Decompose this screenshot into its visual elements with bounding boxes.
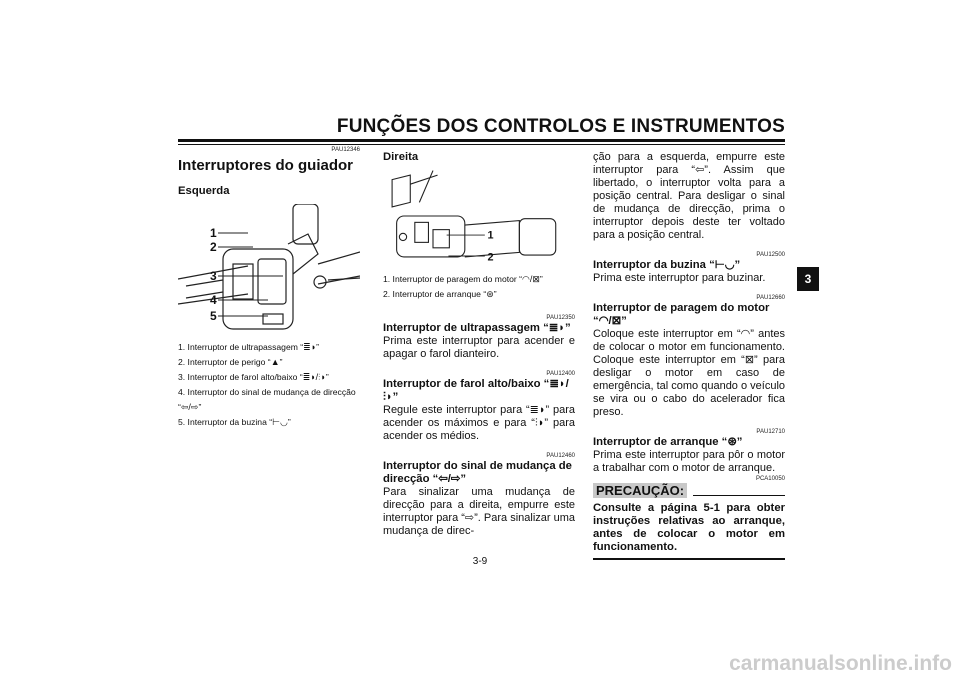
subheading-right: Direita xyxy=(383,151,419,163)
legend-item: 5. Interruptor da buzina “⊢◡” xyxy=(178,417,291,427)
right-handlebar-illustration xyxy=(383,166,575,266)
section-body: Para sinalizar uma mudança de direcção para a direita, empurre este interruptor para “⇨”. Para sinalizar uma mudança de direc- xyxy=(383,486,576,537)
left-handlebar-illustration xyxy=(178,204,360,334)
caution-text: Consulte a página 5-1 para obter instruções relativas ao arranque, antes de colocar o motor em funcionamento. xyxy=(593,502,785,560)
caution-box xyxy=(593,475,785,560)
ref-code: PAU12660 xyxy=(756,295,785,301)
caution-label: PRECAUÇÃO: xyxy=(593,483,687,498)
section xyxy=(593,428,785,475)
callout-1: 1 xyxy=(487,229,494,242)
section-body: Coloque este interruptor em “◠” antes de colocar o motor em funcionamento. Coloque este interruptor em “⊠” para desligar o motor em caso de emergência, tal como quando o veículo se vira ou o cabo do acelerador fica preso. xyxy=(593,328,786,418)
section xyxy=(383,370,575,443)
right-legend xyxy=(383,272,575,302)
callout-3: 3 xyxy=(210,269,217,283)
section-body: Prima este interruptor para pôr o motor a trabalhar com o motor de arranque. xyxy=(593,449,785,474)
ref-code: PAU12710 xyxy=(756,429,785,435)
page-number: 3-9 xyxy=(472,556,488,567)
subheading-left: Esquerda xyxy=(178,185,230,197)
right-column xyxy=(593,151,785,560)
legend-item: 4. Interruptor do sinal de mudança de direcção “⇦/⇨” xyxy=(178,387,356,412)
legend-item: 2. Interruptor de arranque “⊛” xyxy=(383,289,497,299)
horn-icon: ⊢◡ xyxy=(272,417,288,427)
legend-item: 3. Interruptor de farol alto/baixo “≣◗/⫶◗” xyxy=(178,372,329,382)
section xyxy=(593,294,785,419)
chapter-tab: 3 xyxy=(797,267,819,291)
legend-item: 1. Interruptor de ultrapassagem “≣◗” xyxy=(178,342,320,352)
section-body: Prima este interruptor para acender e apagar o farol dianteiro. xyxy=(383,335,575,360)
left-column xyxy=(178,146,360,430)
turn-signal-icon: ⇦/⇨ xyxy=(180,402,199,412)
ref-code: PCA10050 xyxy=(755,476,785,482)
callout-1: 1 xyxy=(210,226,217,240)
header-rule-thin xyxy=(178,144,785,145)
section-title: Interruptor de arranque “⊛” xyxy=(593,436,743,448)
start-icon: ⊛ xyxy=(486,289,494,299)
section xyxy=(383,452,575,538)
section-body: Prima este interruptor para buzinar. xyxy=(593,272,766,284)
section-title: Interruptor de ultrapassagem “≣◗” xyxy=(383,322,571,334)
legend-item: 1. Interruptor de paragem do motor “◠/⊠” xyxy=(383,274,543,284)
hazard-icon: ▲ xyxy=(270,357,280,367)
middle-column xyxy=(383,151,575,538)
high-low-beam-icon: ≣◗/⫶◗ xyxy=(302,372,326,382)
watermark: carmanualsonline.info xyxy=(729,652,952,675)
legend-item: 2. Interruptor de perigo “▲” xyxy=(178,357,283,367)
section-title: Interruptor de farol alto/baixo “≣◗/⫶◗” xyxy=(383,378,569,403)
header-rule xyxy=(178,139,785,142)
ref-code: PAU12350 xyxy=(546,315,575,321)
section-body: Regule este interruptor para “≣◗” para acender os máximos e para “⫶◗” para acender os médios. xyxy=(383,404,575,442)
section-title: Interruptor do sinal de mudança de direcção “⇦/⇨” xyxy=(383,460,572,485)
section xyxy=(593,251,785,285)
callout-2: 2 xyxy=(210,240,217,254)
ref-code: PAU12460 xyxy=(546,453,575,459)
callout-5: 5 xyxy=(210,309,217,323)
ref-code: PAU12400 xyxy=(546,371,575,377)
left-legend xyxy=(178,340,360,430)
high-beam-icon: ≣◗ xyxy=(303,342,317,352)
callout-4: 4 xyxy=(210,293,217,307)
callout-2: 2 xyxy=(487,251,494,264)
ref-code: PAU12346 xyxy=(331,147,360,153)
section-title: Interruptor de paragem do motor “◠/⊠” xyxy=(593,302,770,327)
ref-code: PAU12500 xyxy=(756,252,785,258)
section xyxy=(383,314,575,361)
section-title: Interruptor da buzina “⊢◡” xyxy=(593,259,741,271)
section-heading: Interruptores do guiador xyxy=(178,157,354,174)
page-title: FUNÇÕES DOS CONTROLOS E INSTRUMENTOS xyxy=(336,116,785,137)
caution-rule xyxy=(693,495,785,496)
continuation-text: ção para a esquerda, empurre este interruptor para “⇦”. Assim que libertado, o interruptor volta para a posição central. Para desligar o sinal de mudança de direcção, prima o interruptor depois deste ter voltado para a posição central. xyxy=(593,151,785,241)
engine-stop-icon: ◠/⊠ xyxy=(522,274,540,284)
